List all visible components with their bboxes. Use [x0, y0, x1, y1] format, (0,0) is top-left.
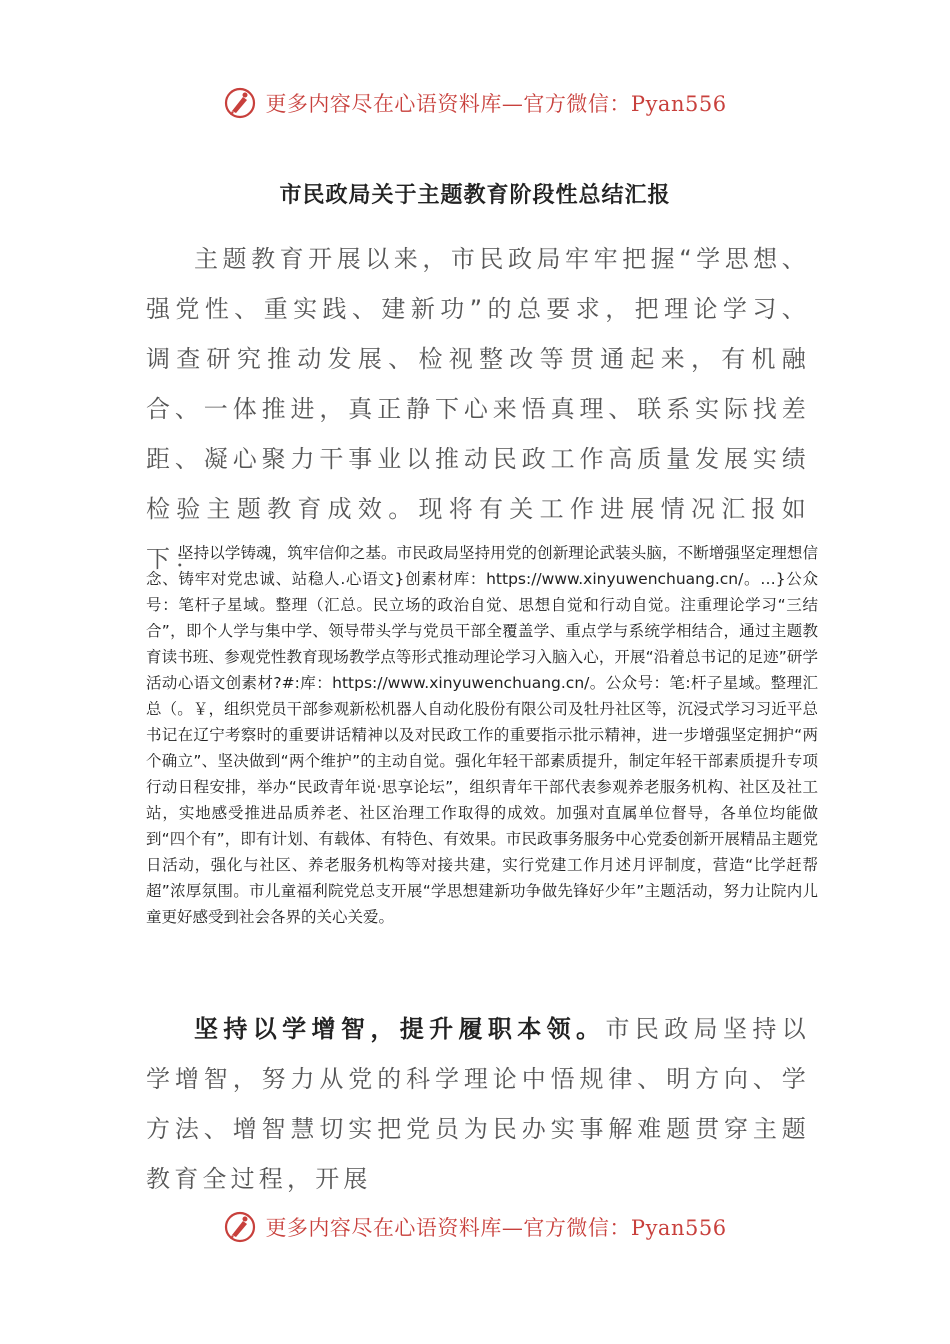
section-paragraph-faith: 坚持以学铸魂，筑牢信仰之基。市民政局坚持用党的创新理论武装头脑，不断增强坚定理想信念、铸牢对党忠诚、站稳人.心语文}创素材库：https://www.xinyuwenchuang.cn/。…}公众号：笔杆子星域。整理（汇总。民立场的政治自觉、思想自觉和行动自觉。注重理论学习“三结合”，即个人学与集中学、领导带头学与党员干部全覆盖学、重点学与系统学相结合，通过主题教育读书班、参观党性教育现场教学点等形式推动理论学习入脑入心，开展“沿着总书记的足迹”研学活动心语文创素材?#:库：https://www.xinyuwenchuang.cn/。公众号：笔:杆子星域。整理汇总（。￥，组织党员干部参观新松机器人自动化股份有限公司及牡丹社区等，沉浸式学习习近平总书记在辽宁考察时的重要讲话精神以及对民政工作的重要指示批示精神，进一步增强坚定拥护“两个确立”、坚决做到“两个维护”的主动自觉。强化年轻干部素质提升，制定年轻干部素质提升专项行动日程安排，举办“民政青年说·思享论坛”，组织青年干部代表参观养老服务机构、社区及社工站，实地感受推进品质养老、社区治理工作取得的成效。加强对直属单位督导，各单位均能做到“四个有”，即有计划、有载体、有特色、有效果。市民政事务服务中心党委创新开展精品主题党日活动，强化与社区、养老服务机构等对接共建，实行党建工作月述月评制度，营造“比学赶帮超”浓厚氛围。市儿童福利院党总支开展“学思想建新功争做先锋好少年”主题活动，努力让院内儿童更好感受到社会各界的关心关爱。 — [146, 544, 818, 926]
section-body-wisdom: 市民政局坚持以学增智，努力从党的科学理论中悟规律、明方向、学方法、增智慧切实把党员为民办实事解难题贯穿主题教育全过程，开展 — [146, 1015, 810, 1193]
pen-nib-circle-icon — [223, 1210, 257, 1244]
section-paragraph-wisdom — [146, 1004, 810, 1204]
intro-paragraph: 主题教育开展以来，市民政局牢牢把握“学思想、强党性、重实践、建新功”的总要求，把理论学习、调查研究推动发展、检视整改等贯通起来，有机融合、一体推进，真正静下心来悟真理、联系实际找差距、凝心聚力干事业以推动民政工作高质量发展实绩检验主题教育成效。现将有关工作进展情况汇报如下： — [146, 245, 810, 573]
pen-nib-circle-icon — [223, 86, 257, 120]
document-title: 市民政局关于主题教育阶段性总结汇报 — [279, 183, 671, 208]
header-watermark — [0, 86, 950, 120]
footer-watermark — [0, 1210, 950, 1244]
watermark-text: 更多内容尽在心语资料库—官方微信：Pyan556 — [265, 1216, 727, 1240]
watermark-text: 更多内容尽在心语资料库—官方微信：Pyan556 — [265, 92, 727, 116]
section-heading-wisdom: 坚持以学增智，提升履职本领。 — [194, 1015, 606, 1043]
